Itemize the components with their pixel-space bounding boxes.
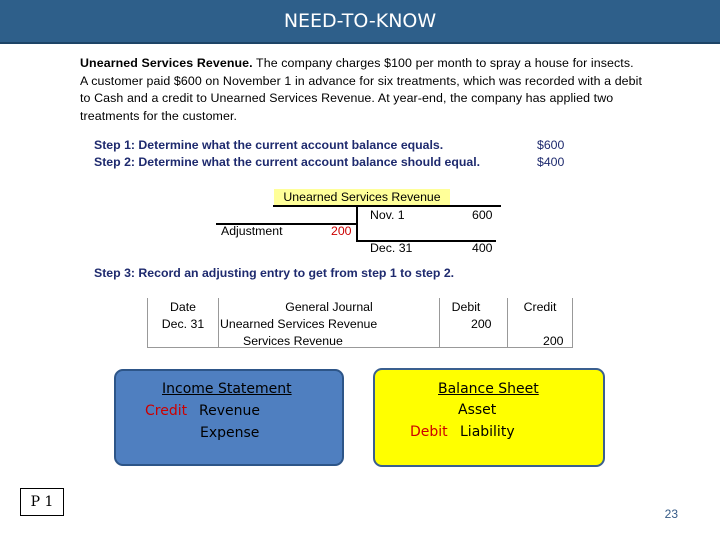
intro-bold-lead: Unearned Services Revenue. bbox=[80, 56, 253, 70]
step-3: Step 3: Record an adjusting entry to get from step 1 to step 2. bbox=[94, 266, 455, 280]
t-account-title: Unearned Services Revenue bbox=[274, 189, 450, 206]
journal-header-general-journal: General Journal bbox=[285, 300, 373, 314]
income-statement-revenue: Revenue bbox=[199, 403, 260, 419]
intro-line-2: A customer paid $600 on November 1 in advance for six treatments, which was recorded with a debit bbox=[80, 73, 643, 88]
t-account bbox=[216, 188, 501, 258]
journal-row-1-account: Unearned Services Revenue bbox=[220, 317, 378, 331]
income-statement-box bbox=[114, 369, 344, 466]
balance-sheet-asset: Asset bbox=[458, 402, 497, 418]
learning-objective-tag: P 1 bbox=[20, 488, 64, 516]
journal-row-1-debit: 200 bbox=[471, 317, 492, 331]
journal-row-2-account: Services Revenue bbox=[243, 334, 343, 348]
t-account-dec-amount: 400 bbox=[472, 241, 493, 255]
intro-line-4: treatments for the customer. bbox=[80, 108, 238, 123]
intro-line-3: to Cash and a credit to Unearned Services Revenue. At year-end, the company has applied two bbox=[80, 91, 614, 105]
step-1-amount: $600 bbox=[537, 138, 565, 152]
intro-line-1: Unearned Services Revenue. The company charges $100 per month to spray a house for insects. bbox=[80, 56, 634, 70]
balance-sheet-liability: Liability bbox=[460, 424, 515, 440]
balance-sheet-box bbox=[373, 368, 605, 467]
t-account-top-rule bbox=[273, 205, 501, 207]
journal-header-debit: Debit bbox=[451, 300, 481, 314]
t-account-nov-label: Nov. 1 bbox=[370, 208, 405, 222]
t-account-adjustment-amount: 200 bbox=[331, 224, 352, 238]
general-journal bbox=[147, 298, 573, 348]
page-number: 23 bbox=[664, 507, 678, 521]
step-1: Step 1: Determine what the current account balance equals. bbox=[94, 138, 444, 152]
income-statement-expense: Expense bbox=[200, 425, 260, 441]
step-2-amount: $400 bbox=[537, 155, 565, 169]
journal-row-2-credit: 200 bbox=[543, 334, 564, 348]
step-2: Step 2: Determine what the current account balance should equal. bbox=[94, 155, 481, 169]
journal-header-date: Date bbox=[170, 300, 196, 314]
page-title: NEED-TO-KNOW bbox=[283, 10, 437, 32]
t-account-adjustment-label: Adjustment bbox=[221, 224, 283, 238]
balance-sheet-title: Balance Sheet bbox=[438, 381, 539, 397]
journal-header-credit: Credit bbox=[523, 300, 557, 314]
balance-sheet-debit: Debit bbox=[410, 424, 448, 440]
income-statement-title: Income Statement bbox=[162, 381, 292, 397]
journal-row-1-date: Dec. 31 bbox=[161, 317, 205, 331]
t-account-nov-amount: 600 bbox=[472, 208, 493, 222]
t-account-center-rule bbox=[356, 205, 358, 240]
income-statement-credit: Credit bbox=[145, 403, 188, 419]
t-account-dec-label: Dec. 31 bbox=[370, 241, 413, 255]
header-banner bbox=[0, 0, 720, 44]
problem-description bbox=[80, 55, 680, 125]
